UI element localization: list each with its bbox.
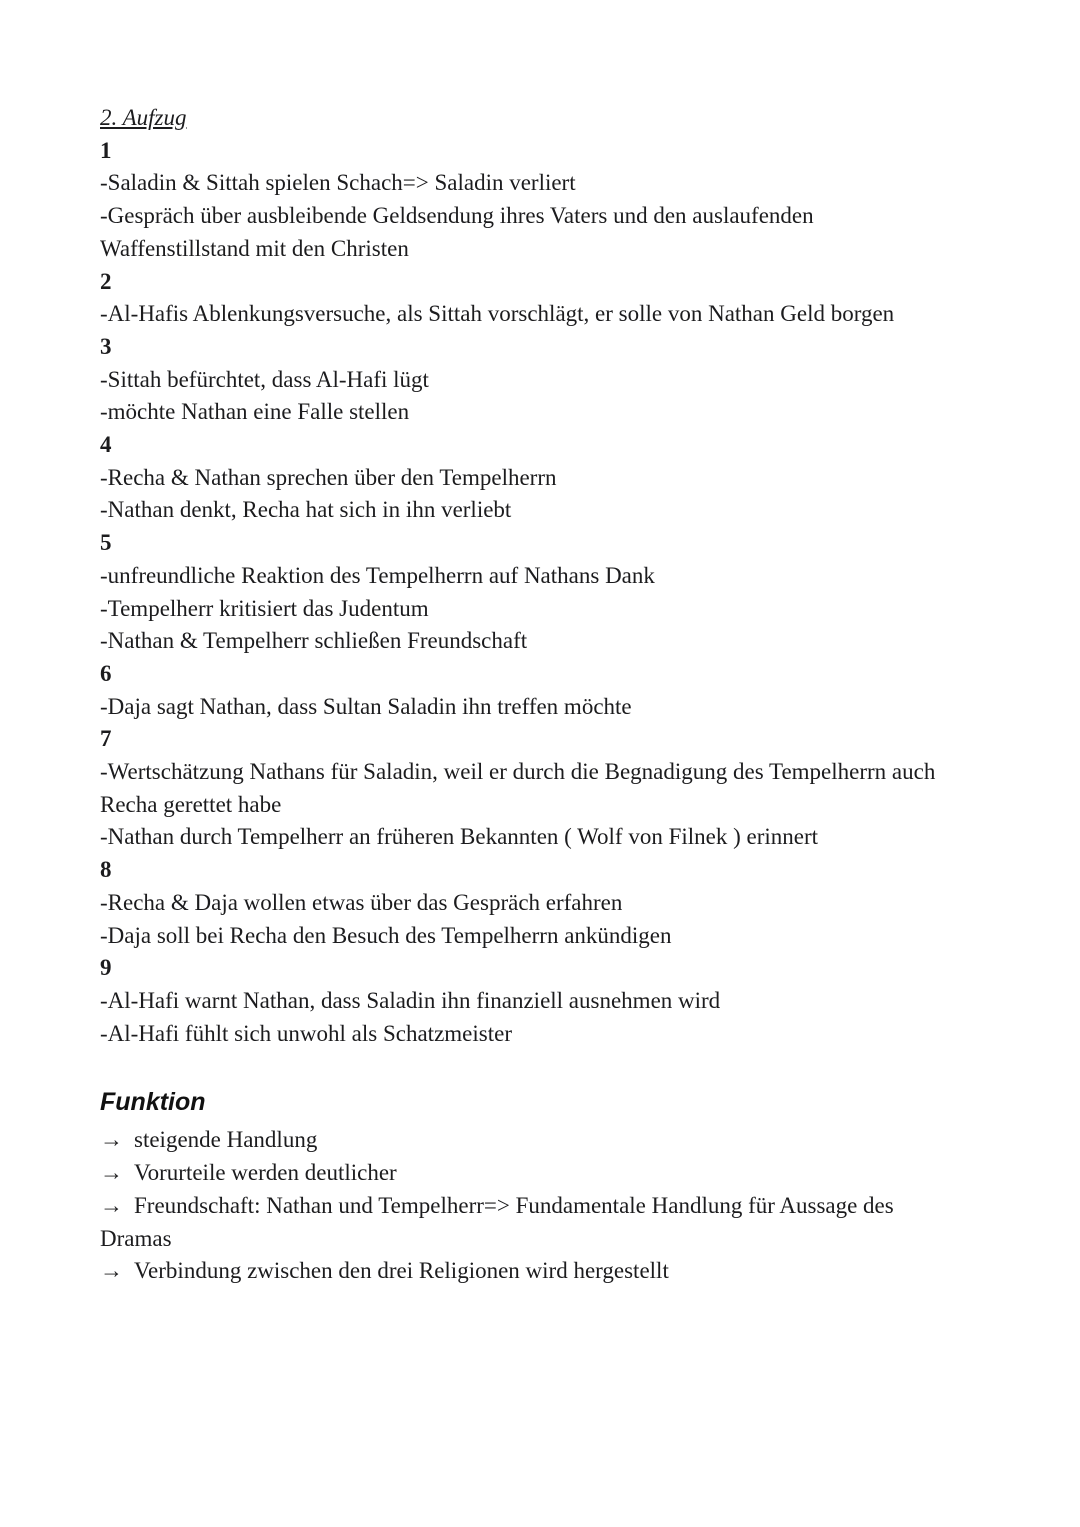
scene-number: 2 (100, 268, 112, 294)
note-line: -Nathan & Tempelherr schließen Freundschaft (100, 628, 528, 654)
note-line: -Tempelherr kritisiert das Judentum (100, 595, 429, 621)
scene-section (100, 658, 968, 723)
funktion-item (100, 1190, 968, 1255)
note-line: -Recha & Daja wollen etwas über das Gespräch erfahren (100, 889, 623, 915)
funktion-item-text: Freundschaft: Nathan und Tempelherr=> Fundamentale Handlung für Aussage des Dramas (100, 1192, 894, 1251)
scene-number: 6 (100, 660, 112, 686)
scene-number: 1 (100, 137, 112, 163)
funktion-section (100, 1084, 968, 1288)
funktion-item (100, 1124, 968, 1157)
right-arrow-icon: → (100, 1127, 123, 1153)
scene-number: 9 (100, 955, 112, 981)
funktion-item-text: steigende Handlung (134, 1127, 318, 1153)
scene-number: 8 (100, 857, 112, 883)
note-line: -Nathan denkt, Recha hat sich in ihn verliebt (100, 497, 512, 523)
page-title: 2. Aufzug (100, 105, 187, 130)
note-line: -Daja soll bei Recha den Besuch des Tempelherrn ankündigen (100, 922, 672, 948)
scene-number: 5 (100, 530, 112, 556)
note-line: -Al-Hafi warnt Nathan, dass Saladin ihn finanziell ausnehmen wird (100, 987, 721, 1013)
right-arrow-icon: → (100, 1160, 123, 1186)
note-line: -Al-Hafis Ablenkungsversuche, als Sittah vorschlägt, er solle von Nathan Geld borgen (100, 301, 895, 327)
note-line: -Recha & Nathan sprechen über den Tempelherrn (100, 464, 557, 490)
funktion-heading: Funktion (100, 1088, 206, 1117)
note-line: -Gespräch über ausbleibende Geldsendung ihres Vaters und den auslaufenden Waffenstillstand mit den Christen (100, 203, 814, 261)
scene-section (100, 952, 968, 1050)
scene-section (100, 723, 968, 854)
right-arrow-icon: → (100, 1192, 123, 1218)
funktion-item-text: Vorurteile werden deutlicher (134, 1160, 397, 1186)
scene-section (100, 331, 968, 429)
scene-section (100, 266, 968, 331)
scene-number: 7 (100, 726, 112, 752)
scene-section (100, 854, 968, 952)
funktion-item (100, 1255, 968, 1288)
note-line: -Sittah befürchtet, dass Al-Hafi lügt (100, 366, 429, 392)
note-line: -möchte Nathan eine Falle stellen (100, 399, 410, 425)
note-line: -Al-Hafi fühlt sich unwohl als Schatzmeister (100, 1020, 512, 1046)
note-line: -Wertschätzung Nathans für Saladin, weil er durch die Begnadigung des Tempelherrn auch Recha gerettet habe (100, 759, 936, 817)
note-line: -Saladin & Sittah spielen Schach=> Saladin verliert (100, 170, 576, 196)
funktion-item (100, 1157, 968, 1190)
funktion-item-text: Verbindung zwischen den drei Religionen wird hergestellt (134, 1258, 669, 1284)
scene-section (100, 135, 968, 266)
scene-number: 3 (100, 333, 112, 359)
note-line: -unfreundliche Reaktion des Tempelherrn auf Nathans Dank (100, 562, 655, 588)
note-line: -Daja sagt Nathan, dass Sultan Saladin ihn treffen möchte (100, 693, 632, 719)
scene-section (100, 527, 968, 658)
scene-section (100, 429, 968, 527)
note-line: -Nathan durch Tempelherr an früheren Bekannten ( Wolf von Filnek ) erinnert (100, 824, 819, 850)
scene-number: 4 (100, 432, 112, 458)
right-arrow-icon: → (100, 1258, 123, 1284)
